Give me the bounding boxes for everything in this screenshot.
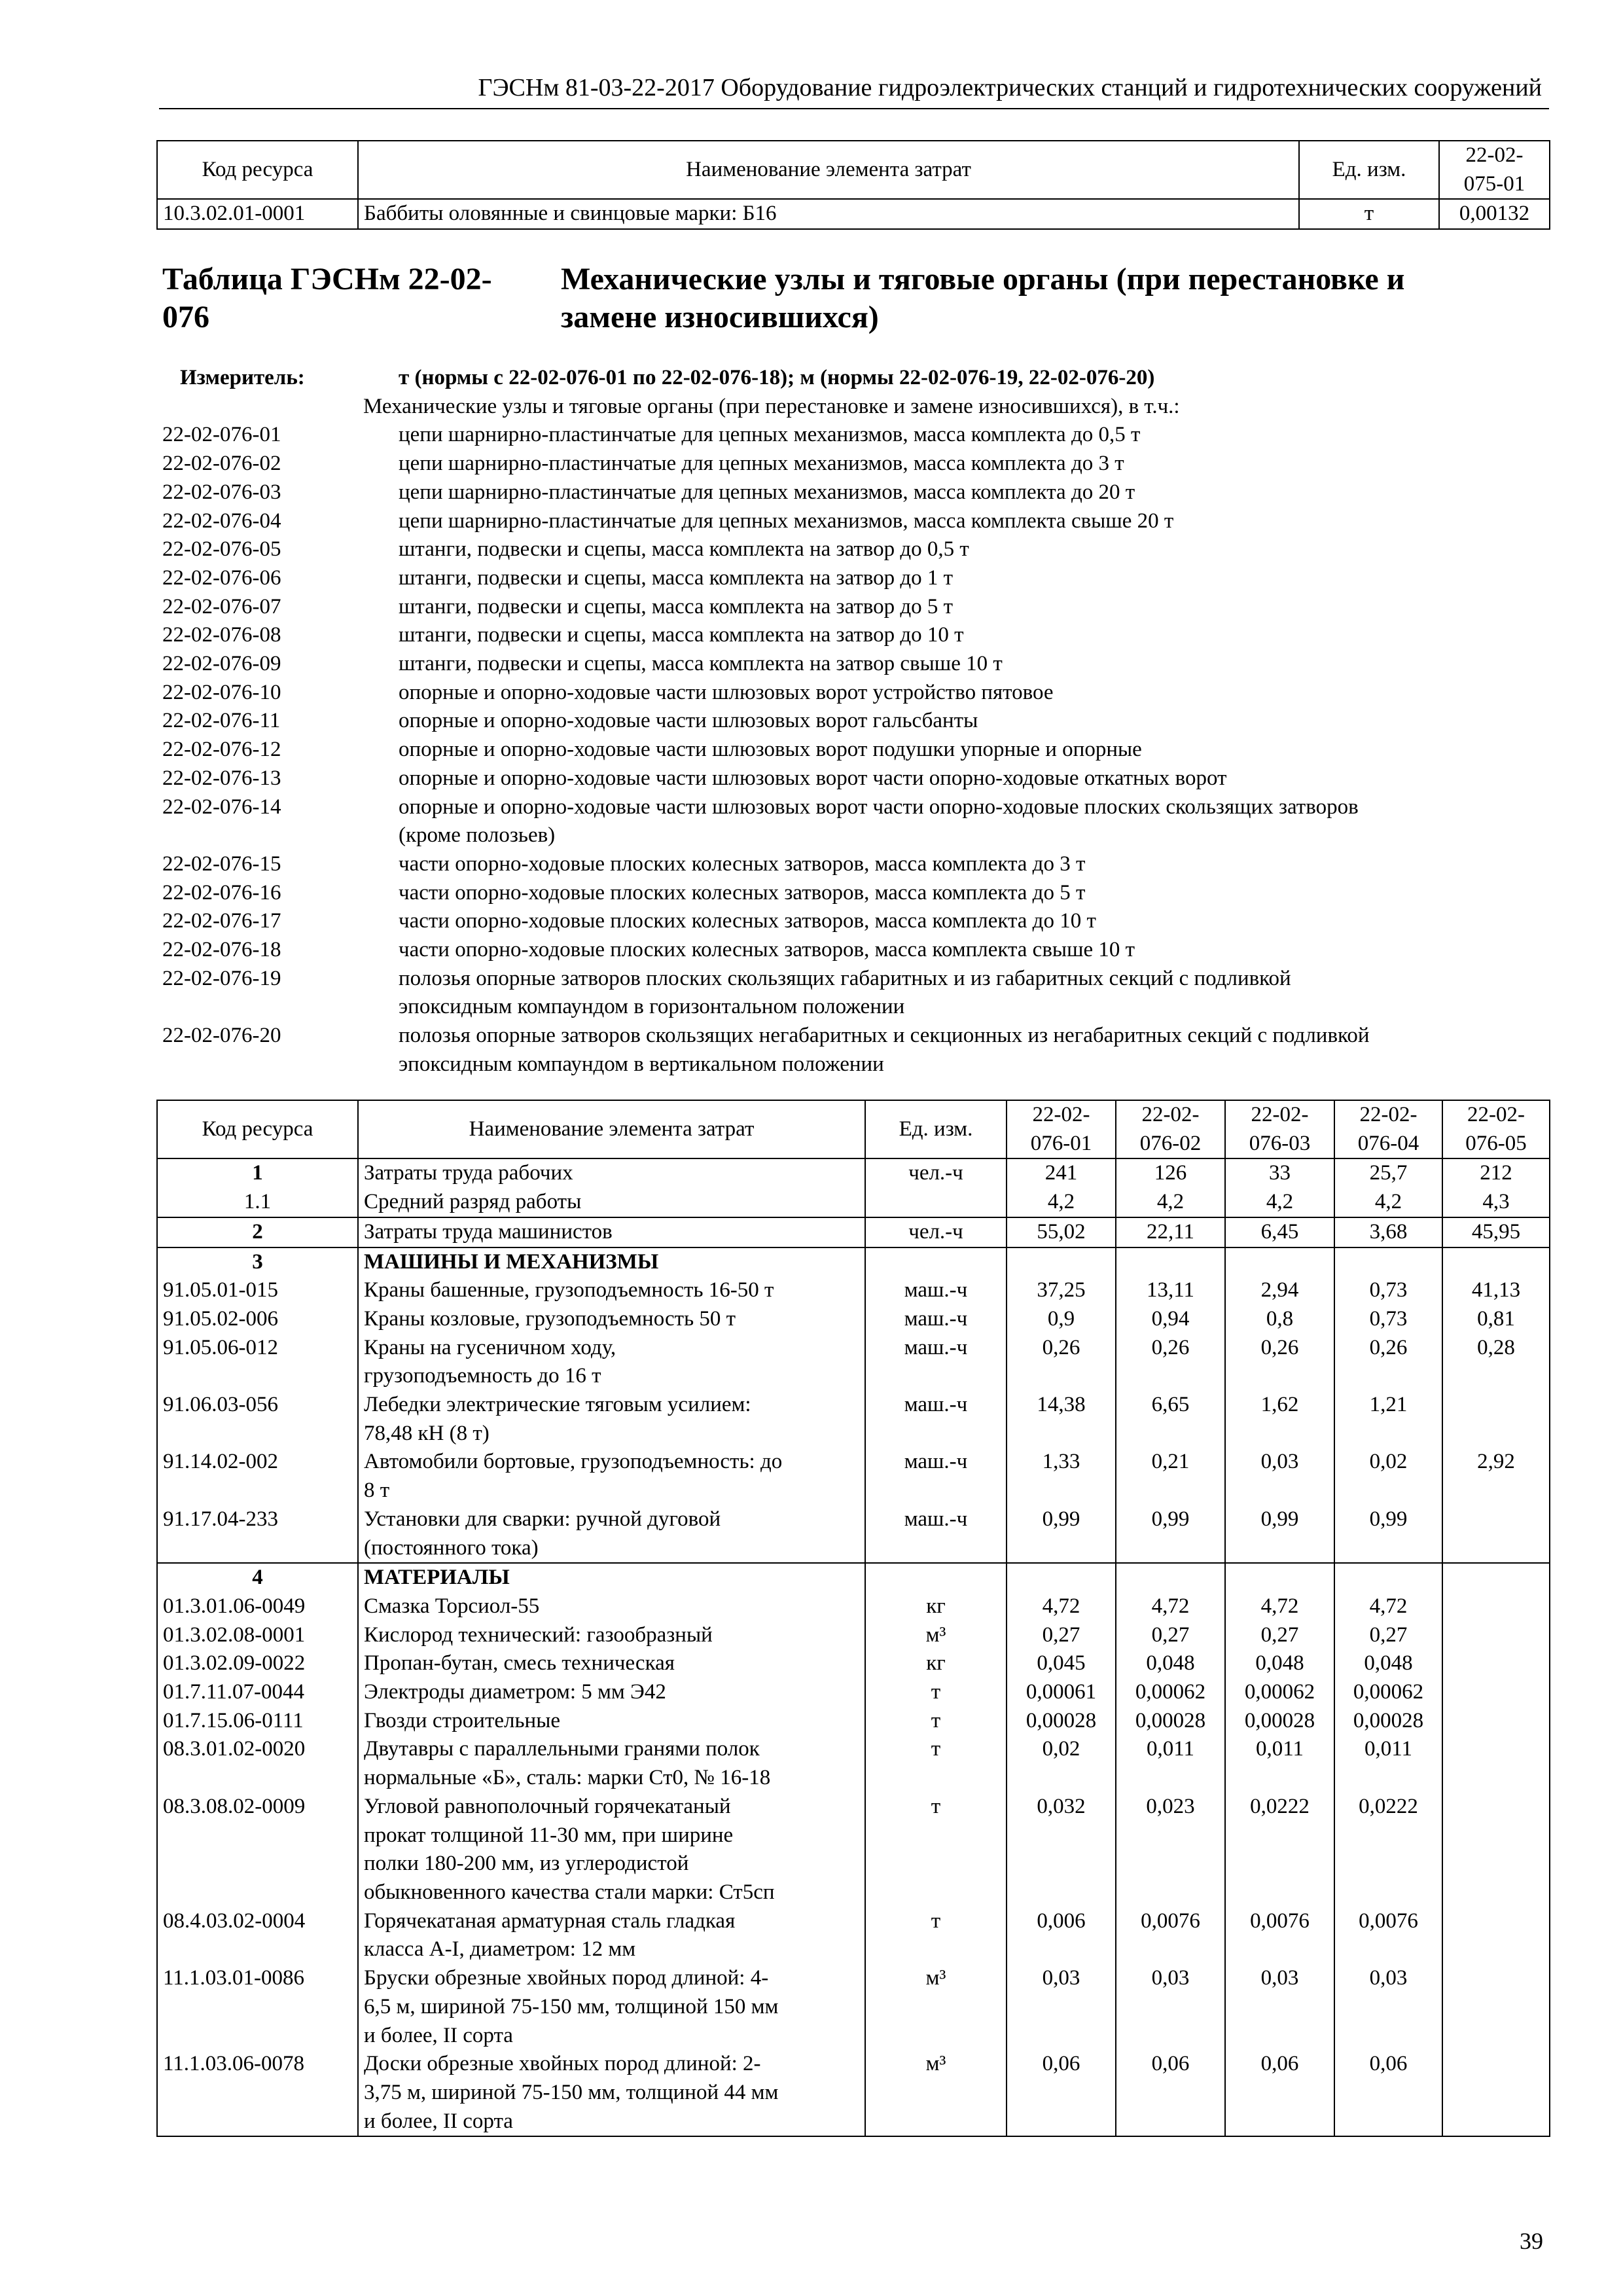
table-label: Таблица ГЭСНм 22-02- 076 [162,262,492,334]
norm-code: 22-02-076-07 [162,594,281,619]
norm-description: части опорно-ходовые плоских колесных затворов, масса комплекта до 10 т [399,909,1096,933]
cell-name: Горячекатаная арматурная сталь гладкая класса А-I, диаметром: 12 мм [358,1907,865,1964]
cell-code: 08.3.08.02-0009 [157,1793,358,1907]
cell-value [1442,2050,1550,2136]
norm-item [162,879,1563,908]
table-row [157,1158,1550,1188]
cell-unit: маш.-ч [865,1448,1007,1505]
norm-code: 22-02-076-20 [162,1024,281,1048]
cell-unit: маш.-ч [865,1391,1007,1448]
cell-value: 212 [1442,1158,1550,1188]
previous-table-tail [156,140,1550,230]
norm-item [162,907,1563,936]
cell-unit: т [865,1735,1007,1792]
norm-description: части опорно-ходовые плоских колесных затворов, масса комплекта свыше 10 т [399,938,1135,962]
cell-code: 11.1.03.06-0078 [157,2050,358,2136]
norm-description: цепи шарнирно-пластинчатые для цепных механизмов, масса комплекта свыше 20 т [399,509,1174,533]
cell-code: 01.7.15.06-0111 [157,1707,358,1736]
cell-name: Угловой равнополочный горячекатаный прокат толщиной 11-30 мм, при ширине полки 180-200 мм, из углеродистой обыкновенного качества стали марки: Ст5сп [358,1793,865,1907]
cell-code: 01.3.02.08-0001 [157,1621,358,1650]
cell-name: Установки для сварки: ручной дуговой (постоянного тока) [358,1505,865,1563]
norm-code: 22-02-076-09 [162,652,281,676]
cell-value: 0,03 [1225,1964,1334,2050]
cell-value: 37,25 [1007,1276,1116,1305]
cell-value [1442,1735,1550,1792]
cell-value: 45,95 [1442,1217,1550,1247]
table-row [157,1592,1550,1621]
cell-code: 08.4.03.02-0004 [157,1907,358,1964]
cell-value: 1,33 [1007,1448,1116,1505]
cell-unit: м³ [865,2050,1007,2136]
norm-code: 22-02-076-08 [162,623,281,647]
cell-value [1442,1793,1550,1907]
table-section [157,1247,1550,1564]
cell-value: 0,06 [1225,2050,1334,2136]
norm-code: 22-02-076-02 [162,452,281,476]
norm-item [162,707,1563,736]
measure-block [162,364,1563,1079]
cell-value: 0,00062 [1225,1678,1334,1707]
norm-item [162,736,1563,764]
cell-value: 0,006 [1007,1907,1116,1964]
cell-value: 0,00028 [1334,1707,1442,1736]
col-header: Код ресурса [157,1100,358,1158]
norm-description: штанги, подвески и сцепы, масса комплекта на затвор до 10 т [399,623,964,647]
norm-item [162,679,1563,708]
cell-value: 0,011 [1116,1735,1225,1792]
norm-item [162,764,1563,793]
measure-intro: Механические узлы и тяговые органы (при перестановке и замене износившихся), в т.ч.: [363,394,1180,418]
norm-code: 22-02-076-16 [162,880,281,905]
cell-value: 0,27 [1116,1621,1225,1650]
norm-description: цепи шарнирно-пластинчатые для цепных механизмов, масса комплекта до 20 т [399,480,1135,504]
cell-value [1225,1563,1334,1592]
norm-item [162,936,1563,965]
cell-value: 1,21 [1334,1391,1442,1448]
cell-value: 0,045 [1007,1649,1116,1678]
cell-value: 0,27 [1007,1621,1116,1650]
cell-unit: маш.-ч [865,1505,1007,1563]
cell-value: 1,62 [1225,1391,1334,1448]
table-row [157,1334,1550,1391]
table-row [157,1793,1550,1907]
table-row [157,1735,1550,1792]
cell-value: 33 [1225,1158,1334,1188]
table-row [157,1649,1550,1678]
cell-value: 0,00062 [1334,1678,1442,1707]
cell-value: 4,2 [1334,1188,1442,1217]
cell-value: 0,00028 [1116,1707,1225,1736]
cell-name: МАТЕРИАЛЫ [358,1563,865,1592]
norm-description: опорные и опорно-ходовые части шлюзовых ворот гальсбанты [399,709,978,733]
cell-value [1442,1907,1550,1964]
cell-code: 1 [157,1158,358,1188]
cell-value: 0,0222 [1225,1793,1334,1907]
col-header: 22-02- 076-02 [1116,1100,1225,1158]
table-row [157,1964,1550,2050]
norm-description: опорные и опорно-ходовые части шлюзовых ворот подушки упорные и опорные [399,738,1142,762]
cell-unit [865,1247,1007,1277]
cell-value: 6,65 [1116,1391,1225,1448]
norm-description: штанги, подвески и сцепы, масса комплекта на затвор до 0,5 т [399,537,969,562]
cell-unit: т [865,1793,1007,1907]
cell-value: 4,2 [1225,1188,1334,1217]
cell-value: 0,26 [1225,1334,1334,1391]
cell-value: 0,99 [1334,1505,1442,1563]
cell-value: 0,73 [1334,1305,1442,1334]
cell-value: 0,00028 [1225,1707,1334,1736]
norm-description: штанги, подвески и сцепы, масса комплекта на затвор свыше 10 т [399,652,1003,676]
cell-name: Смазка Торсиол-55 [358,1592,865,1621]
cell-name: Гвозди строительные [358,1707,865,1736]
norm-item [162,850,1563,879]
cell-name: Доски обрезные хвойных пород длиной: 2- 3,75 м, шириной 75-150 мм, толщиной 44 мм и более, II сорта [358,2050,865,2136]
cell-code: 08.3.01.02-0020 [157,1735,358,1792]
col-header: Ед. изм. [1299,141,1439,199]
cell-value: 0,011 [1334,1735,1442,1792]
cell-code: 11.1.03.01-0086 [157,1964,358,2050]
norm-code: 22-02-076-10 [162,680,281,704]
cell-code: 91.14.02-002 [157,1448,358,1505]
cell-value: 41,13 [1442,1276,1550,1305]
cell-value: 0,0076 [1225,1907,1334,1964]
cell-unit: т [865,1678,1007,1707]
cell-name: Средний разряд работы [358,1188,865,1217]
table-row [157,1563,1550,1592]
cell-value: 0,26 [1334,1334,1442,1391]
cell-code: 91.17.04-233 [157,1505,358,1563]
cell-value: 0,00132 [1439,199,1550,229]
table-row [157,1276,1550,1305]
col-header: Наименование элемента затрат [358,1100,865,1158]
cell-value: 0,06 [1007,2050,1116,2136]
cell-value [1442,1621,1550,1650]
cell-value: 0,0076 [1116,1907,1225,1964]
table-row [157,1907,1550,1964]
norm-code: 22-02-076-11 [162,709,281,733]
cell-value: 0,023 [1116,1793,1225,1907]
norm-description: опорные и опорно-ходовые части шлюзовых ворот части опорно-ходовые плоских скользящих затворов (кроме полозьев) [399,795,1359,848]
cell-value [1442,1391,1550,1448]
cell-value: 0,8 [1225,1305,1334,1334]
cell-unit: чел.-ч [865,1217,1007,1247]
table-row [157,1247,1550,1277]
cell-value: 0,03 [1007,1964,1116,2050]
cell-name: Затраты труда рабочих [358,1158,865,1188]
norm-item [162,535,1563,564]
cell-unit: маш.-ч [865,1334,1007,1391]
table-row [157,1505,1550,1563]
cell-value [1442,1649,1550,1678]
cell-unit: чел.-ч [865,1158,1007,1188]
cell-unit: м³ [865,1621,1007,1650]
table-row [157,1678,1550,1707]
norm-description: штанги, подвески и сцепы, масса комплекта на затвор до 5 т [399,594,954,619]
cell-value [1225,1247,1334,1277]
norm-code: 22-02-076-03 [162,480,281,504]
norm-code: 22-02-076-01 [162,423,281,447]
cell-value [1116,1563,1225,1592]
norm-description: цепи шарнирно-пластинчатые для цепных механизмов, масса комплекта до 0,5 т [399,423,1141,447]
cell-value: 4,3 [1442,1188,1550,1217]
cell-value [1116,1247,1225,1277]
norm-item [162,621,1563,650]
norm-description: части опорно-ходовые плоских колесных затворов, масса комплекта до 3 т [399,852,1086,876]
cell-value: 0,00028 [1007,1707,1116,1736]
cell-code: 2 [157,1217,358,1247]
cell-unit: маш.-ч [865,1276,1007,1305]
col-header: Ед. изм. [865,1100,1007,1158]
cell-code: 91.05.02-006 [157,1305,358,1334]
cell-value: 0,06 [1116,2050,1225,2136]
norm-item [162,421,1563,450]
cell-unit: т [1299,199,1439,229]
norm-item [162,793,1563,850]
norm-description: штанги, подвески и сцепы, масса комплекта на затвор до 1 т [399,565,954,590]
norm-code: 22-02-076-13 [162,766,281,790]
norm-item [162,1022,1563,1079]
measure-value: т (нормы с 22-02-076-01 по 22-02-076-18); м (нормы 22-02-076-19, 22-02-076-20) [399,366,1155,389]
cell-value: 0,26 [1007,1334,1116,1391]
cell-unit [865,1563,1007,1592]
cell-value: 0,03 [1116,1964,1225,2050]
cell-value [1442,1563,1550,1592]
cell-value [1442,1678,1550,1707]
cell-value: 0,81 [1442,1305,1550,1334]
norm-code: 22-02-076-04 [162,509,281,533]
cell-name: Кислород технический: газообразный [358,1621,865,1650]
cell-value: 2,92 [1442,1448,1550,1505]
table-row [157,2050,1550,2136]
cell-code: 3 [157,1247,358,1277]
measure-row [162,364,1563,393]
norm-item [162,593,1563,622]
cell-value [1442,1964,1550,2050]
cell-value [1442,1707,1550,1736]
cell-name: Лебедки электрические тяговым усилием: 78,48 кН (8 т) [358,1391,865,1448]
table-row [157,1448,1550,1505]
cell-name: Электроды диаметром: 5 мм Э42 [358,1678,865,1707]
cell-unit: м³ [865,1964,1007,2050]
cell-code: 10.3.02.01-0001 [157,199,358,229]
table-section [157,1158,1550,1217]
cell-unit: кг [865,1649,1007,1678]
table-header-row [157,1100,1550,1158]
cell-value: 126 [1116,1158,1225,1188]
cell-name: Двутавры с параллельными гранями полок нормальные «Б», сталь: марки Ст0, № 16-18 [358,1735,865,1792]
cell-value: 0,03 [1334,1964,1442,2050]
table-row [157,1305,1550,1334]
cell-value: 14,38 [1007,1391,1116,1448]
col-header: Код ресурса [157,141,358,199]
norm-description: опорные и опорно-ходовые части шлюзовых ворот части опорно-ходовые откатных ворот [399,766,1227,790]
cell-value [1442,1505,1550,1563]
cell-value: 22,11 [1116,1217,1225,1247]
cell-value: 4,2 [1116,1188,1225,1217]
norm-description: цепи шарнирно-пластинчатые для цепных механизмов, масса комплекта до 3 т [399,452,1124,476]
cell-value: 0,032 [1007,1793,1116,1907]
norm-code: 22-02-076-19 [162,966,281,990]
norm-item [162,965,1563,1022]
cell-code: 1.1 [157,1188,358,1217]
norm-item [162,650,1563,679]
running-header: ГЭСНм 81-03-22-2017 Оборудование гидроэлектрических станций и гидротехнических сооружений [478,74,1542,101]
norm-description: полозья опорные затворов плоских скользящих габаритных и из габаритных секций с подливкой эпоксидным компаундом в горизонтальном положении [399,966,1291,1019]
cell-name: МАШИНЫ И МЕХАНИЗМЫ [358,1247,865,1277]
table-row [157,1707,1550,1736]
resource-table [156,1100,1550,2137]
norm-code: 22-02-076-15 [162,852,281,876]
cell-name: Краны башенные, грузоподъемность 16-50 т [358,1276,865,1305]
cell-value: 4,72 [1116,1592,1225,1621]
cell-value: 0,27 [1225,1621,1334,1650]
table-row [157,199,1550,229]
cell-value: 0,21 [1116,1448,1225,1505]
norm-list [162,421,1563,1079]
cell-name: Пропан-бутан, смесь техническая [358,1649,865,1678]
cell-value: 241 [1007,1158,1116,1188]
cell-value: 0,03 [1225,1448,1334,1505]
cell-value: 55,02 [1007,1217,1116,1247]
col-header: 22-02- 076-01 [1007,1100,1116,1158]
cell-value: 0,02 [1007,1735,1116,1792]
cell-value: 0,048 [1116,1649,1225,1678]
norm-item [162,507,1563,536]
cell-code: 91.05.06-012 [157,1334,358,1391]
cell-code: 91.06.03-056 [157,1391,358,1448]
norm-description: части опорно-ходовые плоских колесных затворов, масса комплекта до 5 т [399,880,1086,905]
cell-value: 4,72 [1007,1592,1116,1621]
table-row [157,1391,1550,1448]
cell-unit: маш.-ч [865,1305,1007,1334]
cell-value: 0,73 [1334,1276,1442,1305]
cell-name: Краны на гусеничном ходу, грузоподъемность до 16 т [358,1334,865,1391]
cell-unit: т [865,1707,1007,1736]
col-header: 22-02- 075-01 [1439,141,1550,199]
cell-value: 0,28 [1442,1334,1550,1391]
cell-value: 0,99 [1225,1505,1334,1563]
cell-value: 4,72 [1225,1592,1334,1621]
norm-code: 22-02-076-17 [162,909,281,933]
cell-value [1334,1563,1442,1592]
cell-unit: кг [865,1592,1007,1621]
cell-value: 0,00061 [1007,1678,1116,1707]
col-header: 22-02- 076-03 [1225,1100,1334,1158]
table-title: Механические узлы и тяговые органы (при перестановке и замене износившихся) [561,262,1405,334]
header-divider [159,108,1549,109]
norm-item [162,450,1563,478]
cell-value: 0,048 [1225,1649,1334,1678]
measure-label: Измеритель: [180,366,305,389]
cell-value: 0,00062 [1116,1678,1225,1707]
cell-value: 0,27 [1334,1621,1442,1650]
cell-value: 0,011 [1225,1735,1334,1792]
norm-code: 22-02-076-05 [162,537,281,562]
norm-code: 22-02-076-06 [162,565,281,590]
norm-item [162,564,1563,593]
cell-value: 0,0222 [1334,1793,1442,1907]
cell-unit [865,1188,1007,1217]
cell-name: Баббиты оловянные и свинцовые марки: Б16 [358,199,1299,229]
table-section [157,1563,1550,2136]
cell-value: 2,94 [1225,1276,1334,1305]
cell-name: Бруски обрезные хвойных пород длиной: 4- 6,5 м, шириной 75-150 мм, толщиной 150 мм и более, II сорта [358,1964,865,2050]
col-header: 22-02- 076-05 [1442,1100,1550,1158]
cell-value: 6,45 [1225,1217,1334,1247]
cell-code: 01.3.01.06-0049 [157,1592,358,1621]
cell-code: 01.3.02.09-0022 [157,1649,358,1678]
norm-description: полозья опорные затворов скользящих негабаритных и секционных из негабаритных секций с подливкой эпоксидным компаундом в вертикальном положении [399,1024,1370,1076]
cell-value: 0,99 [1116,1505,1225,1563]
cell-value: 0,06 [1334,2050,1442,2136]
table-row [157,1217,1550,1247]
norm-description: опорные и опорно-ходовые части шлюзовых ворот устройство пятовое [399,680,1054,704]
cell-value: 0,26 [1116,1334,1225,1391]
table-row [157,1621,1550,1650]
col-header: Наименование элемента затрат [358,141,1299,199]
norm-item [162,478,1563,507]
cell-value: 0,02 [1334,1448,1442,1505]
norm-code: 22-02-076-18 [162,938,281,962]
cell-value [1007,1247,1116,1277]
cell-value: 0,9 [1007,1305,1116,1334]
cell-code: 91.05.01-015 [157,1276,358,1305]
cell-unit: т [865,1907,1007,1964]
table-header-row [157,141,1550,199]
cell-value: 25,7 [1334,1158,1442,1188]
table-section [157,1217,1550,1247]
cell-name: Автомобили бортовые, грузоподъемность: до 8 т [358,1448,865,1505]
cell-value: 3,68 [1334,1217,1442,1247]
cell-value: 4,72 [1334,1592,1442,1621]
cell-name: Краны козловые, грузоподъемность 50 т [358,1305,865,1334]
cell-name: Затраты труда машинистов [358,1217,865,1247]
cell-code: 01.7.11.07-0044 [157,1678,358,1707]
cell-value: 0,048 [1334,1649,1442,1678]
cell-value [1334,1247,1442,1277]
cell-value [1442,1247,1550,1277]
norm-code: 22-02-076-14 [162,795,281,819]
table-row [157,1188,1550,1217]
page-number: 39 [1520,2228,1543,2254]
cell-value: 0,94 [1116,1305,1225,1334]
cell-value: 13,11 [1116,1276,1225,1305]
cell-value: 4,2 [1007,1188,1116,1217]
cell-value [1007,1563,1116,1592]
cell-value: 0,0076 [1334,1907,1442,1964]
cell-code: 4 [157,1563,358,1592]
cell-value: 0,99 [1007,1505,1116,1563]
col-header: 22-02- 076-04 [1334,1100,1442,1158]
norm-code: 22-02-076-12 [162,738,281,762]
cell-value [1442,1592,1550,1621]
